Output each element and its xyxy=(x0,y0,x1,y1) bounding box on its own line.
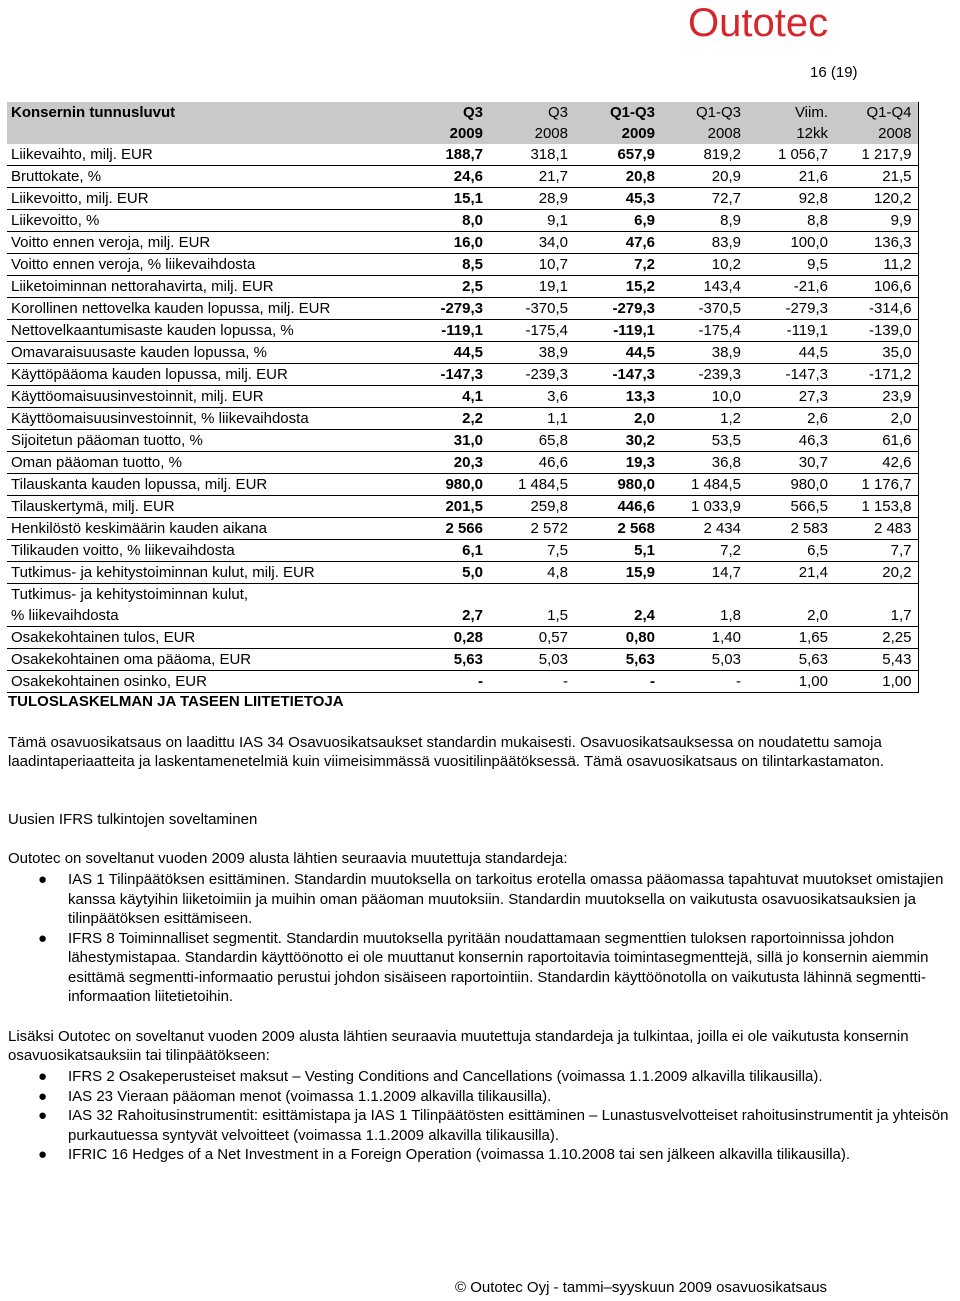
cell-value xyxy=(747,584,834,606)
page-footer: © Outotec Oyj - tammi–syyskuun 2009 osavuosikatsaus xyxy=(455,1279,828,1296)
column-header-year: 2009 xyxy=(402,123,489,144)
cell-value: 2,0 xyxy=(890,410,912,427)
row-label: Käyttöpääoma kauden lopussa, milj. EUR xyxy=(11,366,288,383)
row-label: Bruttokate, % xyxy=(11,168,102,185)
row-label: Tilikauden voitto, % liikevaihdosta xyxy=(11,542,235,559)
cell-value: 35,0 xyxy=(882,344,912,361)
cell-value: 72,7 xyxy=(711,190,741,207)
cell-value: 21,4 xyxy=(798,564,828,581)
column-header-period: Q1-Q3 xyxy=(661,102,747,123)
cell-value: 1,00 xyxy=(882,673,912,690)
cell-value: 657,9 xyxy=(617,146,655,163)
row-label: Sijoitetun pääoman tuotto, % xyxy=(11,432,203,449)
cell-value: 27,3 xyxy=(798,388,828,405)
cell-value: 980,0 xyxy=(617,476,655,493)
cell-value: -147,3 xyxy=(612,366,655,383)
cell-value: -21,6 xyxy=(793,278,828,295)
table-row xyxy=(7,562,918,584)
cell-value: -279,3 xyxy=(440,300,483,317)
row-label: Tutkimus- ja kehitystoiminnan kulut, milj. EUR xyxy=(11,564,315,581)
cell-value: 31,0 xyxy=(453,432,483,449)
cell-value: -279,3 xyxy=(785,300,828,317)
cell-value: 34,0 xyxy=(538,234,568,251)
table-row xyxy=(7,386,918,408)
table-title: Konsernin tunnusluvut xyxy=(7,102,402,123)
cell-value: 2,7 xyxy=(462,607,483,624)
logo-text: Outotec xyxy=(688,4,829,42)
bullet-text: IAS 1 Tilinpäätöksen esittäminen. Standardin muutoksella on tarkoitus erotella omassa pääomassa tapahtuvat muutokset omistajien kanssa käytyihin liiketoimiin ja muihin oman pääoman muutoksiin. Standardin muutoksella on vaikutusta osavuosikatsauksien ja tilinpäätöksen esittämiseen. xyxy=(68,871,944,927)
cell-value: 65,8 xyxy=(538,432,568,449)
table-row xyxy=(7,627,918,649)
table-row xyxy=(7,408,918,430)
cell-value: 92,8 xyxy=(798,190,828,207)
cell-value: 9,1 xyxy=(547,212,568,229)
column-header-period: Q3 xyxy=(402,102,489,123)
cell-value: 7,5 xyxy=(547,542,568,559)
cell-value: 9,5 xyxy=(807,256,828,273)
cell-value: 21,6 xyxy=(798,168,828,185)
cell-value: 16,0 xyxy=(453,234,483,251)
cell-value: 47,6 xyxy=(625,234,655,251)
cell-value xyxy=(402,584,489,606)
cell-value: 15,1 xyxy=(453,190,483,207)
row-label: Oman pääoman tuotto, % xyxy=(11,454,182,471)
cell-value: - xyxy=(478,673,483,690)
cell-value: -147,3 xyxy=(785,366,828,383)
cell-value: -279,3 xyxy=(612,300,655,317)
cell-value: - xyxy=(736,673,741,690)
cell-value: 980,0 xyxy=(790,476,828,493)
table-row xyxy=(7,649,918,671)
cell-value: 1 217,9 xyxy=(861,146,912,163)
row-label: Liikevoitto, milj. EUR xyxy=(11,190,149,207)
bullet-item xyxy=(8,1145,960,1165)
cell-value: 30,7 xyxy=(798,454,828,471)
cell-value: 2,0 xyxy=(634,410,655,427)
column-header-year: 2008 xyxy=(489,123,574,144)
page-number: 16 (19) xyxy=(810,64,858,81)
table-body xyxy=(7,144,918,693)
cell-value: 1 176,7 xyxy=(861,476,912,493)
column-header-period: Viim. xyxy=(747,102,834,123)
row-label: Osakekohtainen tulos, EUR xyxy=(11,629,196,646)
cell-value: 61,6 xyxy=(882,432,912,449)
table-row xyxy=(7,166,918,188)
other-standards-list xyxy=(8,1067,960,1165)
row-label: Osakekohtainen oma pääoma, EUR xyxy=(11,651,252,668)
bullet-icon: ● xyxy=(38,871,48,888)
cell-value: 6,1 xyxy=(462,542,483,559)
cell-value: 20,9 xyxy=(711,168,741,185)
cell-value xyxy=(834,584,918,606)
row-label: Tutkimus- ja kehitystoiminnan kulut, xyxy=(11,586,249,603)
cell-value: 980,0 xyxy=(445,476,483,493)
cell-value: 10,2 xyxy=(711,256,741,273)
cell-value: 7,2 xyxy=(634,256,655,273)
cell-value: -171,2 xyxy=(868,366,912,383)
cell-value: 5,1 xyxy=(634,542,655,559)
cell-value: 1,1 xyxy=(547,410,568,427)
row-label: Liikevaihto, milj. EUR xyxy=(11,146,153,163)
cell-value: 2,5 xyxy=(462,278,483,295)
cell-value: 6,9 xyxy=(634,212,655,229)
cell-value xyxy=(661,584,747,606)
column-header-year: 2008 xyxy=(834,123,918,144)
cell-value: 2,4 xyxy=(634,607,655,624)
cell-value: 8,5 xyxy=(462,256,483,273)
cell-value: 188,7 xyxy=(445,146,483,163)
cell-value: 136,3 xyxy=(873,234,912,251)
cell-value: 45,3 xyxy=(625,190,655,207)
cell-value: 6,5 xyxy=(807,542,828,559)
cell-value: 143,4 xyxy=(703,278,741,295)
row-label: Voitto ennen veroja, % liikevaihdosta xyxy=(11,256,256,273)
column-header-period: Q1-Q4 xyxy=(834,102,918,123)
column-header-year: 2008 xyxy=(661,123,747,144)
column-header-year: 2009 xyxy=(574,123,661,144)
adopted-standards-intro: Outotec on soveltanut vuoden 2009 alusta lähtien seuraavia muutettuja standardeja: xyxy=(8,850,568,867)
cell-value: 46,3 xyxy=(798,432,828,449)
cell-value: 15,2 xyxy=(625,278,655,295)
cell-value: -314,6 xyxy=(868,300,912,317)
cell-value: -147,3 xyxy=(440,366,483,383)
cell-value: -175,4 xyxy=(698,322,741,339)
bullet-text: IFRS 8 Toiminnalliset segmentit. Standardin muutoksella pyritään noudattamaan segmenttien tuloksen raportoinnissa johdon lähestymistapaa. Standardin käyttöönotto ei ole muuttanut konsernin raportoitavia toimintasegmenttejä, sillä jo konsernin aiemmin esittämä segmentti-informaatio perustui johdon sisäiseen raportointiin. Standardin käyttöönotolla on vaikutusta lähinnä segmentti-informaation liitetietoihin. xyxy=(68,929,929,1005)
cell-value: 5,03 xyxy=(711,651,741,668)
cell-value: 38,9 xyxy=(711,344,741,361)
bullet-icon: ● xyxy=(38,1107,48,1124)
cell-value: 2,2 xyxy=(462,410,483,427)
row-label: Käyttöomaisuusinvestoinnit, % liikevaihdosta xyxy=(11,410,309,427)
cell-value: 5,03 xyxy=(538,651,568,668)
column-header-year: 12kk xyxy=(747,123,834,144)
bullet-item xyxy=(8,870,960,929)
cell-value: 20,8 xyxy=(625,168,655,185)
cell-value: 566,5 xyxy=(790,498,828,515)
cell-value: 0,28 xyxy=(453,629,483,646)
cell-value: 1 056,7 xyxy=(777,146,828,163)
bullet-item xyxy=(8,1067,960,1087)
header-blank xyxy=(7,123,402,144)
cell-value: 11,2 xyxy=(883,256,912,273)
cell-value: 19,3 xyxy=(625,454,655,471)
cell-value: 2 572 xyxy=(530,520,568,537)
cell-value: -239,3 xyxy=(698,366,741,383)
bullet-text: IAS 32 Rahoitusinstrumentit: esittämistapa ja IAS 1 Tilinpäätösten esittäminen – Lunastusvelvotteiset rahoitusinstrumentit ja yhteisön purkautuessa syntyvät velvoitteet (voimassa 1.1.2009 alkavilla tilikausilla). xyxy=(68,1107,949,1144)
table-row xyxy=(7,474,918,496)
cell-value: 1,00 xyxy=(798,673,828,690)
cell-value: 120,2 xyxy=(873,190,912,207)
bullet-text: IAS 23 Vieraan pääoman menot (voimassa 1.1.2009 alkavilla tilikausilla). xyxy=(68,1087,552,1105)
row-label: Korollinen nettovelka kauden lopussa, milj. EUR xyxy=(11,300,331,317)
bullet-item xyxy=(8,1106,960,1145)
cell-value: 3,6 xyxy=(547,388,568,405)
bullet-item xyxy=(8,929,960,1007)
cell-value: 106,6 xyxy=(873,278,912,295)
cell-value: - xyxy=(650,673,655,690)
cell-value: 46,6 xyxy=(538,454,568,471)
cell-value: 1 484,5 xyxy=(517,476,568,493)
cell-value: 8,9 xyxy=(720,212,741,229)
table-row xyxy=(7,540,918,562)
table-row xyxy=(7,320,918,342)
cell-value: 4,8 xyxy=(547,564,568,581)
table-row xyxy=(7,298,918,320)
cell-value: 53,5 xyxy=(711,432,741,449)
table-row xyxy=(7,144,918,166)
notes-heading: TULOSLASKELMAN JA TASEEN LIITETIETOJA xyxy=(8,693,344,710)
adopted-standards-list xyxy=(8,870,960,1007)
cell-value: 1,7 xyxy=(890,607,912,624)
table-row xyxy=(7,254,918,276)
cell-value: 100,0 xyxy=(790,234,828,251)
cell-value: 21,7 xyxy=(538,168,568,185)
cell-value: 0,57 xyxy=(538,629,568,646)
table-row xyxy=(7,210,918,232)
cell-value: - xyxy=(563,673,568,690)
table-row xyxy=(7,188,918,210)
cell-value: 83,9 xyxy=(711,234,741,251)
cell-value: -139,0 xyxy=(868,322,912,339)
cell-value: 23,9 xyxy=(882,388,912,405)
cell-value: 20,2 xyxy=(882,564,912,581)
bullet-item xyxy=(8,1087,960,1107)
cell-value: 1,65 xyxy=(798,629,828,646)
cell-value: -239,3 xyxy=(525,366,568,383)
cell-value: 10,0 xyxy=(711,388,741,405)
bullet-text: IFRS 2 Osakeperusteiset maksut – Vesting Conditions and Cancellations (voimassa 1.1.2009 alkavilla tilikausilla). xyxy=(68,1068,823,1085)
cell-value: 318,1 xyxy=(530,146,568,163)
cell-value: 28,9 xyxy=(538,190,568,207)
table-row xyxy=(7,276,918,298)
table-row xyxy=(7,232,918,254)
cell-value: 19,1 xyxy=(538,278,568,295)
cell-value: 5,63 xyxy=(625,651,655,668)
cell-value: 38,9 xyxy=(538,344,568,361)
table-row xyxy=(7,430,918,452)
cell-value: 2 568 xyxy=(617,520,655,537)
row-label: Nettovelkaantumisaste kauden lopussa, % xyxy=(11,322,294,339)
cell-value: -119,1 xyxy=(613,322,655,339)
cell-value: 2,0 xyxy=(807,607,828,624)
cell-value: 20,3 xyxy=(453,454,483,471)
cell-value: 36,8 xyxy=(711,454,741,471)
cell-value: 1,8 xyxy=(720,607,741,624)
cell-value: 30,2 xyxy=(625,432,655,449)
cell-value: 2,25 xyxy=(882,629,912,646)
table-row xyxy=(7,605,918,627)
row-label: Liiketoiminnan nettorahavirta, milj. EUR xyxy=(11,278,274,295)
cell-value: -119,1 xyxy=(441,322,483,339)
cell-value: -370,5 xyxy=(698,300,741,317)
notes-intro-paragraph: Tämä osavuosikatsaus on laadittu IAS 34 Osavuosikatsaukset standardin mukaisesti. Osavuosikatsauksessa on noudatettu samoja laadintaperiaatteita ja laskentamenetelmiä kuin viimeisimmässä vuositilinpäätöksessä. Tämä osavuosikatsaus on tilintarkastamaton. xyxy=(8,734,884,770)
cell-value: 42,6 xyxy=(882,454,912,471)
cell-value: 24,6 xyxy=(453,168,483,185)
row-label: Liikevoitto, % xyxy=(11,212,100,229)
table-row xyxy=(7,452,918,474)
cell-value: 5,63 xyxy=(453,651,483,668)
row-label: Omavaraisuusaste kauden lopussa, % xyxy=(11,344,267,361)
cell-value: 2 566 xyxy=(445,520,483,537)
bullet-icon: ● xyxy=(38,1146,48,1163)
cell-value: -175,4 xyxy=(525,322,568,339)
cell-value: 1,5 xyxy=(547,607,568,624)
table-row xyxy=(7,496,918,518)
cell-value: 13,3 xyxy=(625,388,655,405)
bullet-icon: ● xyxy=(38,929,48,947)
cell-value: 1,40 xyxy=(711,629,741,646)
cell-value: 2 483 xyxy=(873,520,912,537)
cell-value: 7,7 xyxy=(890,542,912,559)
cell-value: 5,43 xyxy=(882,651,912,668)
other-standards-intro: Lisäksi Outotec on soveltanut vuoden 2009 alusta lähtien seuraavia muutettuja standardeja ja tulkintaa, joilla ei ole vaikutusta konsernin osavuosikatsauksiin tai tilinpäätökseen: xyxy=(8,1028,909,1064)
outotec-logo xyxy=(688,4,864,42)
bullet-text: IFRIC 16 Hedges of a Net Investment in a Foreign Operation (voimassa 1.10.2008 tai sen jälkeen alkavilla tilikausilla). xyxy=(68,1146,851,1163)
row-label: Osakekohtainen osinko, EUR xyxy=(11,673,207,690)
cell-value: 44,5 xyxy=(453,344,483,361)
table-row xyxy=(7,584,918,606)
cell-value: -119,1 xyxy=(786,322,828,339)
row-label: Tilauskanta kauden lopussa, milj. EUR xyxy=(11,476,268,493)
table-header xyxy=(7,102,918,144)
cell-value: 1 153,8 xyxy=(861,498,912,515)
cell-value: 44,5 xyxy=(625,344,655,361)
bullet-icon: ● xyxy=(38,1087,48,1105)
cell-value: 5,0 xyxy=(462,564,483,581)
cell-value: 21,5 xyxy=(882,168,912,185)
cell-value: 2 434 xyxy=(703,520,741,537)
table-row xyxy=(7,518,918,540)
cell-value: 15,9 xyxy=(625,564,655,581)
cell-value: 8,8 xyxy=(807,212,828,229)
column-header-period: Q3 xyxy=(489,102,574,123)
cell-value: 8,0 xyxy=(462,212,483,229)
cell-value: 44,5 xyxy=(798,344,828,361)
row-label: Käyttöomaisuusinvestoinnit, milj. EUR xyxy=(11,388,264,405)
row-label: Voitto ennen veroja, milj. EUR xyxy=(11,234,211,251)
key-figures-table xyxy=(7,102,919,693)
cell-value: 9,9 xyxy=(890,212,912,229)
row-label: % liikevaihdosta xyxy=(11,607,119,624)
cell-value: 259,8 xyxy=(530,498,568,515)
cell-value: 2,6 xyxy=(807,410,828,427)
cell-value: 1 484,5 xyxy=(690,476,741,493)
cell-value: 7,2 xyxy=(720,542,741,559)
table-row xyxy=(7,342,918,364)
table-row xyxy=(7,364,918,386)
cell-value: 819,2 xyxy=(703,146,741,163)
cell-value: 2 583 xyxy=(790,520,828,537)
ifrs-subheading: Uusien IFRS tulkintojen soveltaminen xyxy=(8,811,258,828)
cell-value: 0,80 xyxy=(625,629,655,646)
cell-value: 446,6 xyxy=(617,498,655,515)
cell-value: 4,1 xyxy=(462,388,483,405)
row-label: Henkilöstö keskimäärin kauden aikana xyxy=(11,520,267,537)
cell-value xyxy=(489,584,574,606)
table-row xyxy=(7,671,918,693)
cell-value: 14,7 xyxy=(711,564,741,581)
cell-value: 1,2 xyxy=(720,410,741,427)
cell-value: -370,5 xyxy=(525,300,568,317)
cell-value: 10,7 xyxy=(538,256,568,273)
cell-value: 201,5 xyxy=(445,498,483,515)
cell-value xyxy=(574,584,661,606)
bullet-icon: ● xyxy=(38,1068,48,1085)
cell-value: 5,63 xyxy=(798,651,828,668)
row-label: Tilauskertymä, milj. EUR xyxy=(11,498,175,515)
cell-value: 1 033,9 xyxy=(690,498,741,515)
column-header-period: Q1-Q3 xyxy=(574,102,661,123)
